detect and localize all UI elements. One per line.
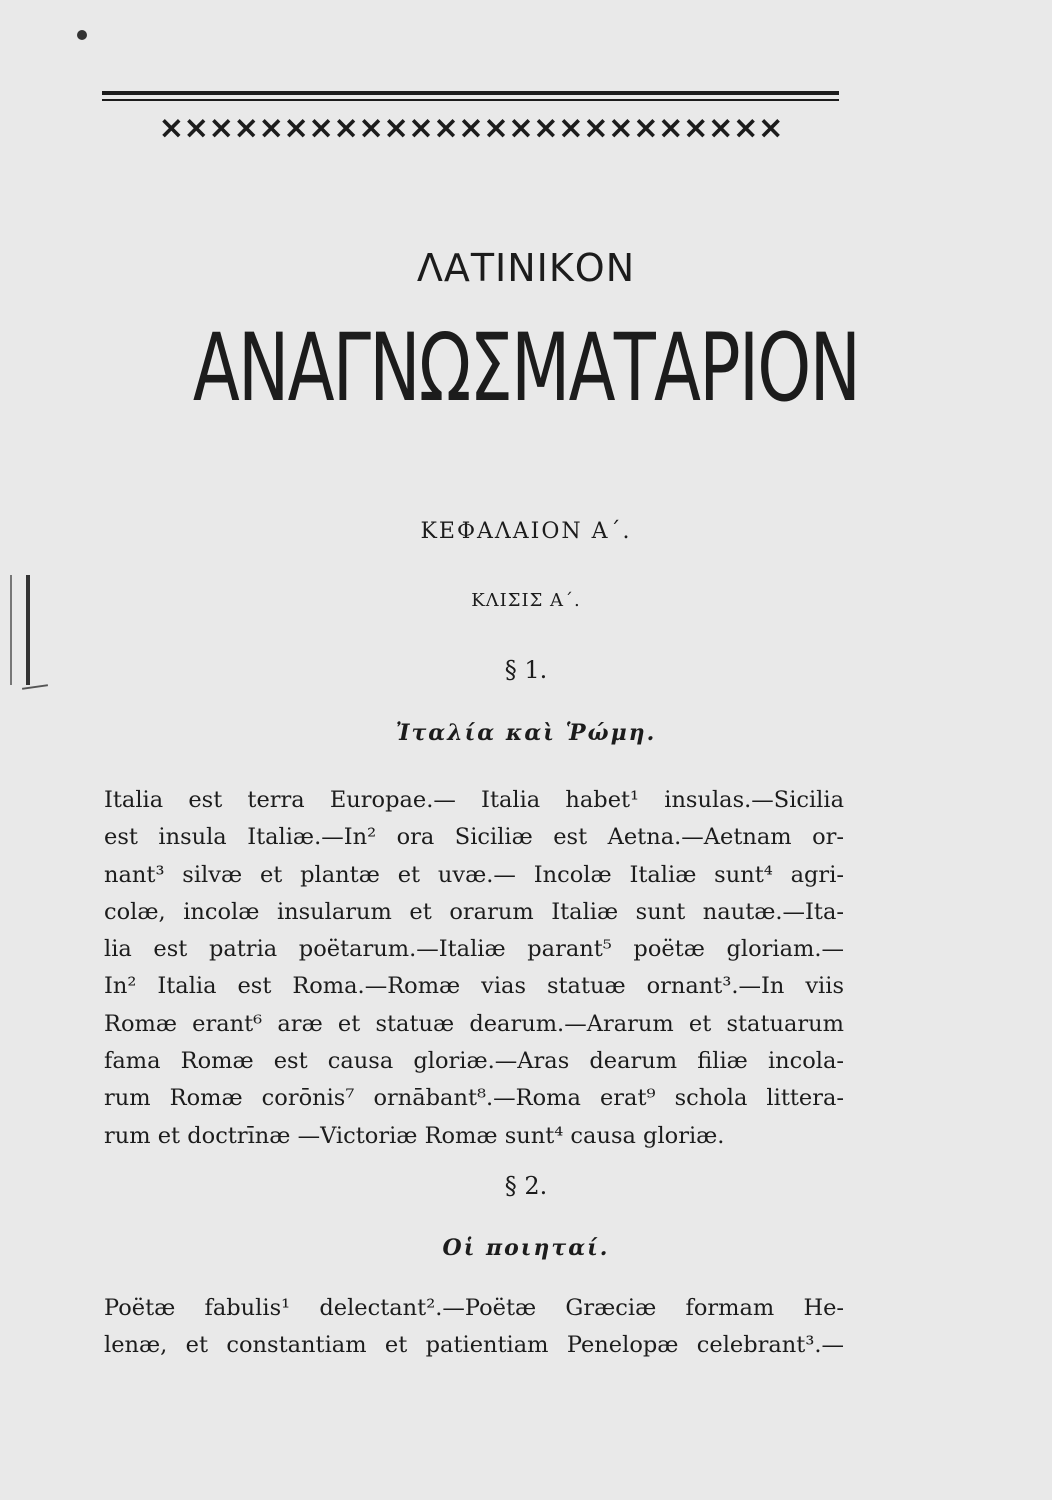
text-line: Romæ erant⁶ aræ et statuæ dearum.—Ararum et statuarum bbox=[104, 1010, 844, 1037]
text-line: est insula Italiæ.—In² ora Siciliæ est Aetna.—Aetnam or- bbox=[104, 824, 844, 851]
section-text bbox=[104, 782, 844, 1155]
book-title: ΑΝΑΓΝΩΣΜΑΤΑΡΙΟΝ bbox=[192, 315, 860, 423]
text-line: In² Italia est Roma.—Romæ vias statuæ ornant³.—In viis bbox=[104, 973, 844, 1000]
text-line: Italia est terra Europae.— Italia habet¹ insulas.—Sicilia bbox=[104, 787, 844, 813]
lesson-heading: ΚΛΙΣΙΣ Α΄. bbox=[471, 590, 581, 611]
header-rule-thin bbox=[102, 99, 839, 101]
section-number: § 2. bbox=[504, 1172, 548, 1200]
text-line: rum Romæ corōnis⁷ ornābant⁸.—Roma erat⁹ schola littera- bbox=[104, 1085, 844, 1112]
book-supertitle: ΛΑΤΙΝΙΚΟΝ bbox=[416, 246, 636, 290]
section-title: Ἰταλία καὶ Ῥώμη. bbox=[395, 720, 657, 746]
header-rule-thick bbox=[102, 91, 839, 95]
section-title: Οἱ ποιηταί. bbox=[442, 1235, 610, 1261]
chapter-heading: ΚΕΦΑΛΑΙΟΝ Α΄. bbox=[420, 519, 632, 544]
ornament-border: ××××××××××××××××××××××××× bbox=[158, 110, 783, 146]
text-line: fama Romæ est causa gloriæ.—Aras dearum filiæ incola- bbox=[104, 1048, 844, 1075]
text-line: rum et doctrīnæ —Victoriæ Romæ sunt⁴ causa gloriæ. bbox=[104, 1122, 725, 1149]
section-text bbox=[104, 1290, 844, 1365]
text-line: Poëtæ fabulis¹ delectant².—Poëtæ Græciæ formam He- bbox=[104, 1295, 844, 1321]
binding-mark bbox=[22, 684, 48, 690]
text-line: lenæ, et constantiam et patientiam Penelopæ celebrant³.— bbox=[104, 1332, 844, 1359]
text-line: colæ, incolæ insularum et orarum Italiæ sunt nautæ.—Ita- bbox=[104, 898, 844, 925]
text-line: nant³ silvæ et plantæ et uvæ.— Incolæ Italiæ sunt⁴ agri- bbox=[104, 861, 844, 888]
text-line: lia est patria poëtarum.—Italiæ parant⁵ poëtæ gloriam.— bbox=[104, 936, 844, 963]
ink-spot bbox=[77, 30, 87, 40]
section-number: § 1. bbox=[504, 656, 548, 684]
